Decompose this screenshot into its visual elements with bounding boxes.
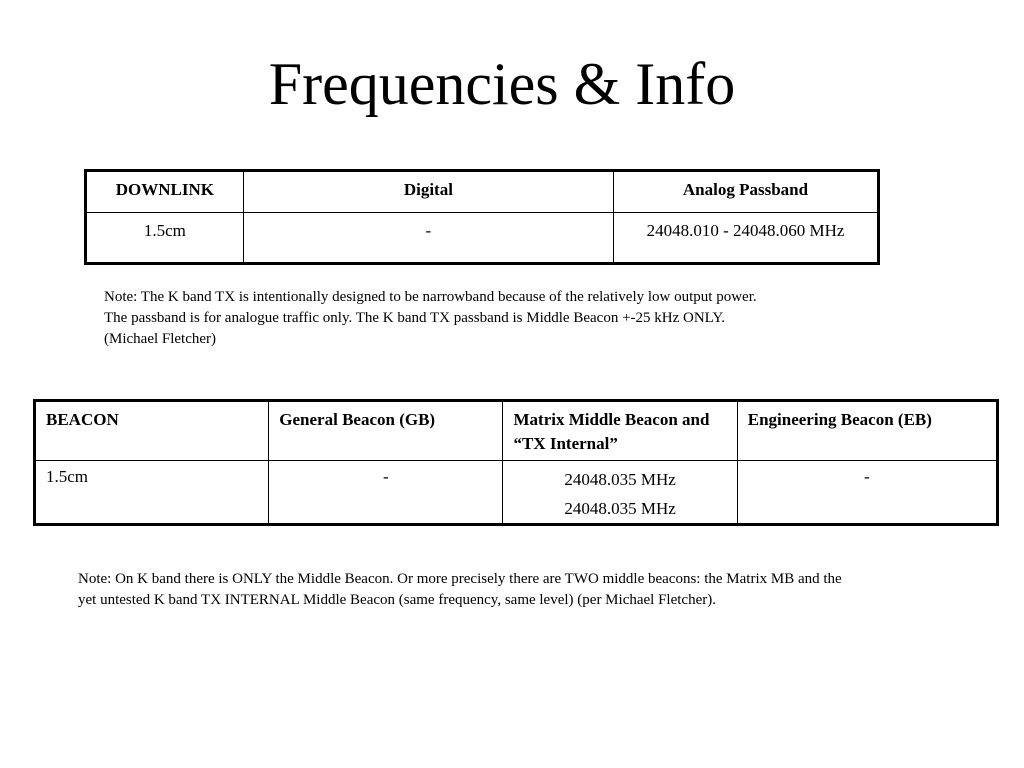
table-header-row bbox=[35, 401, 998, 461]
header-analog-passband: Analog Passband bbox=[613, 171, 878, 213]
header-general-beacon: General Beacon (GB) bbox=[269, 401, 503, 461]
cell-digital: - bbox=[243, 213, 613, 264]
note-middle-beacon bbox=[78, 569, 978, 611]
matrix-frequency: 24048.035 MHz bbox=[564, 470, 676, 489]
note-line: Note: On K band there is ONLY the Middle Beacon. Or more precisely there are TWO middle beacons: the Matrix MB and the bbox=[78, 571, 842, 587]
downlink-table bbox=[84, 169, 880, 265]
cell-engineering-beacon: - bbox=[737, 461, 997, 525]
note-line: yet untested K band TX INTERNAL Middle Beacon (same frequency, same level) (per Michael Fletcher). bbox=[78, 592, 716, 608]
cell-analog-passband: 24048.010 - 24048.060 MHz bbox=[613, 213, 878, 264]
cell-general-beacon: - bbox=[269, 461, 503, 525]
cell-matrix-middle-beacon bbox=[503, 461, 737, 525]
header-digital: Digital bbox=[243, 171, 613, 213]
header-matrix-middle-beacon: Matrix Middle Beacon and “TX Internal” bbox=[503, 401, 737, 461]
note-line: Note: The K band TX is intentionally designed to be narrowband because of the relatively low output power. bbox=[104, 289, 757, 305]
tx-internal-frequency: 24048.035 MHz bbox=[564, 499, 676, 518]
header-engineering-beacon: Engineering Beacon (EB) bbox=[737, 401, 997, 461]
header-beacon: BEACON bbox=[35, 401, 269, 461]
header-downlink: DOWNLINK bbox=[86, 171, 244, 213]
page-title: Frequencies & Info bbox=[268, 51, 736, 117]
table-row bbox=[86, 213, 879, 264]
note-narrowband bbox=[104, 287, 894, 350]
cell-band: 1.5cm bbox=[35, 461, 269, 525]
cell-band: 1.5cm bbox=[86, 213, 244, 264]
table-header-row bbox=[86, 171, 879, 213]
table-row bbox=[35, 461, 998, 525]
note-line: (Michael Fletcher) bbox=[104, 331, 217, 347]
beacon-table bbox=[33, 399, 999, 526]
note-line: The passband is for analogue traffic only. The K band TX passband is Middle Beacon +-25 kHz ONLY. bbox=[104, 310, 725, 326]
